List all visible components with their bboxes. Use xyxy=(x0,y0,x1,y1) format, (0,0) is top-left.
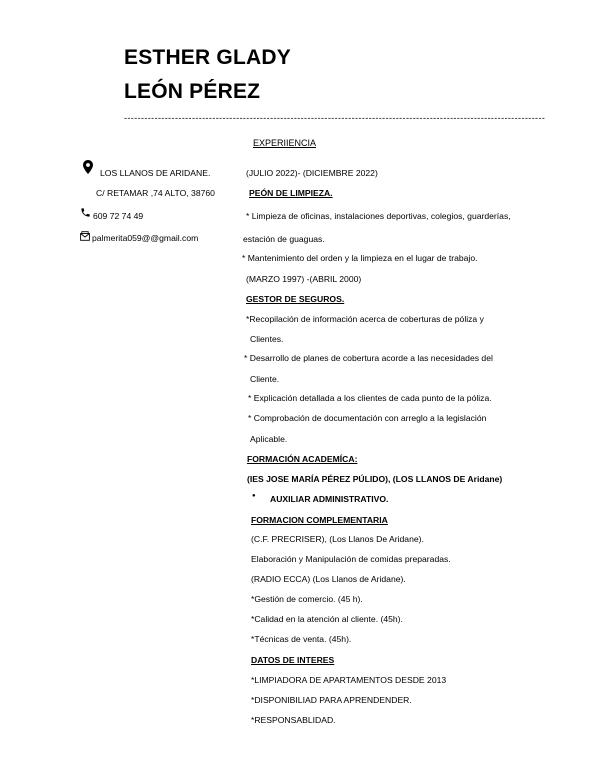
job1-title: PEÓN DE LIMPIEZA. xyxy=(249,188,333,198)
contact-phone: 609 72 74 49 xyxy=(93,211,144,221)
job2-title: GESTOR DE SEGUROS. xyxy=(246,294,345,304)
interests-line1: *LIMPIADORA DE APARTAMENTOS DESDE 2013 xyxy=(251,675,447,685)
job2-line5: * Explicación detallada a los clientes de cada punto de la póliza. xyxy=(248,393,492,403)
interests-line3: *RESPONSABLIDAD. xyxy=(251,715,336,725)
complementary-line6: *Técnicas de venta. (45h). xyxy=(251,634,352,644)
section-title-experience: EXPERIIENCIA xyxy=(253,138,317,148)
complementary-line5: *Calidad en la atención al cliente. (45h). xyxy=(251,614,403,624)
location-pin-icon xyxy=(83,160,93,174)
complementary-line2: Elaboración y Manipulación de comidas preparadas. xyxy=(251,554,451,564)
job2-line6: * Comprobación de documentación con arreglo a la legislación xyxy=(248,413,487,423)
complementary-line4: *Gestión de comercio. (45 h). xyxy=(251,594,363,604)
name-line-1: ESTHER GLADY xyxy=(124,46,291,69)
job1-line2: estación de guaguas. xyxy=(243,234,325,244)
job2-line2: Clientes. xyxy=(250,334,284,344)
complementary-line1: (C.F. PRECRISER), (Los Llanos De Aridane). xyxy=(251,534,424,544)
email-icon xyxy=(80,231,90,241)
job2-line7: Aplicable. xyxy=(250,434,288,444)
job2-dates: (MARZO 1997) -(ABRIL 2000) xyxy=(246,274,362,284)
education-degree: AUXILIAR ADMINISTRATIVO. xyxy=(270,494,389,504)
interests-title: DATOS DE INTERES xyxy=(251,655,335,665)
education-school: (IES JOSE MARÍA PÉREZ PÚLIDO), (LOS LLANOS DE Aridane) xyxy=(247,474,503,484)
contact-city: LOS LLANOS DE ARIDANE. xyxy=(100,168,211,178)
contact-email: palmerita059@@gmail.com xyxy=(92,233,199,243)
header-divider: ---------------------------------------------------------------------------------------------------------------------------- xyxy=(124,113,546,123)
job2-line3: * Desarrollo de planes de cobertura acorde a las necesidades del xyxy=(244,353,493,363)
job2-line4: Cliente. xyxy=(250,374,280,384)
education-title: FORMACIÓN ACADEMÍCA: xyxy=(247,454,358,464)
interests-line2: *DISPONIBILIAD PARA APRENDENDER. xyxy=(251,695,412,705)
phone-icon xyxy=(80,207,91,218)
complementary-line3: (RADIO ECCA) (Los Llanos de Aridane). xyxy=(251,574,406,584)
job1-dates: (JULIO 2022)- (DICIEMBRE 2022) xyxy=(246,168,378,178)
name-line-2: LEÓN PÉREZ xyxy=(124,80,261,103)
job2-line1: *Recopilación de información acerca de coberturas de póliza y xyxy=(246,314,484,324)
bullet-icon: ● xyxy=(252,493,256,499)
complementary-title: FORMACION COMPLEMENTARIA xyxy=(251,515,388,525)
job1-line3: * Mantenimiento del orden y la limpieza en el lugar de trabajo. xyxy=(242,253,478,263)
job1-line1: * Limpieza de oficinas, instalaciones deportivas, colegios, guarderías, xyxy=(246,211,511,221)
contact-address: C/ RETAMAR ,74 ALTO, 38760 xyxy=(96,188,215,198)
